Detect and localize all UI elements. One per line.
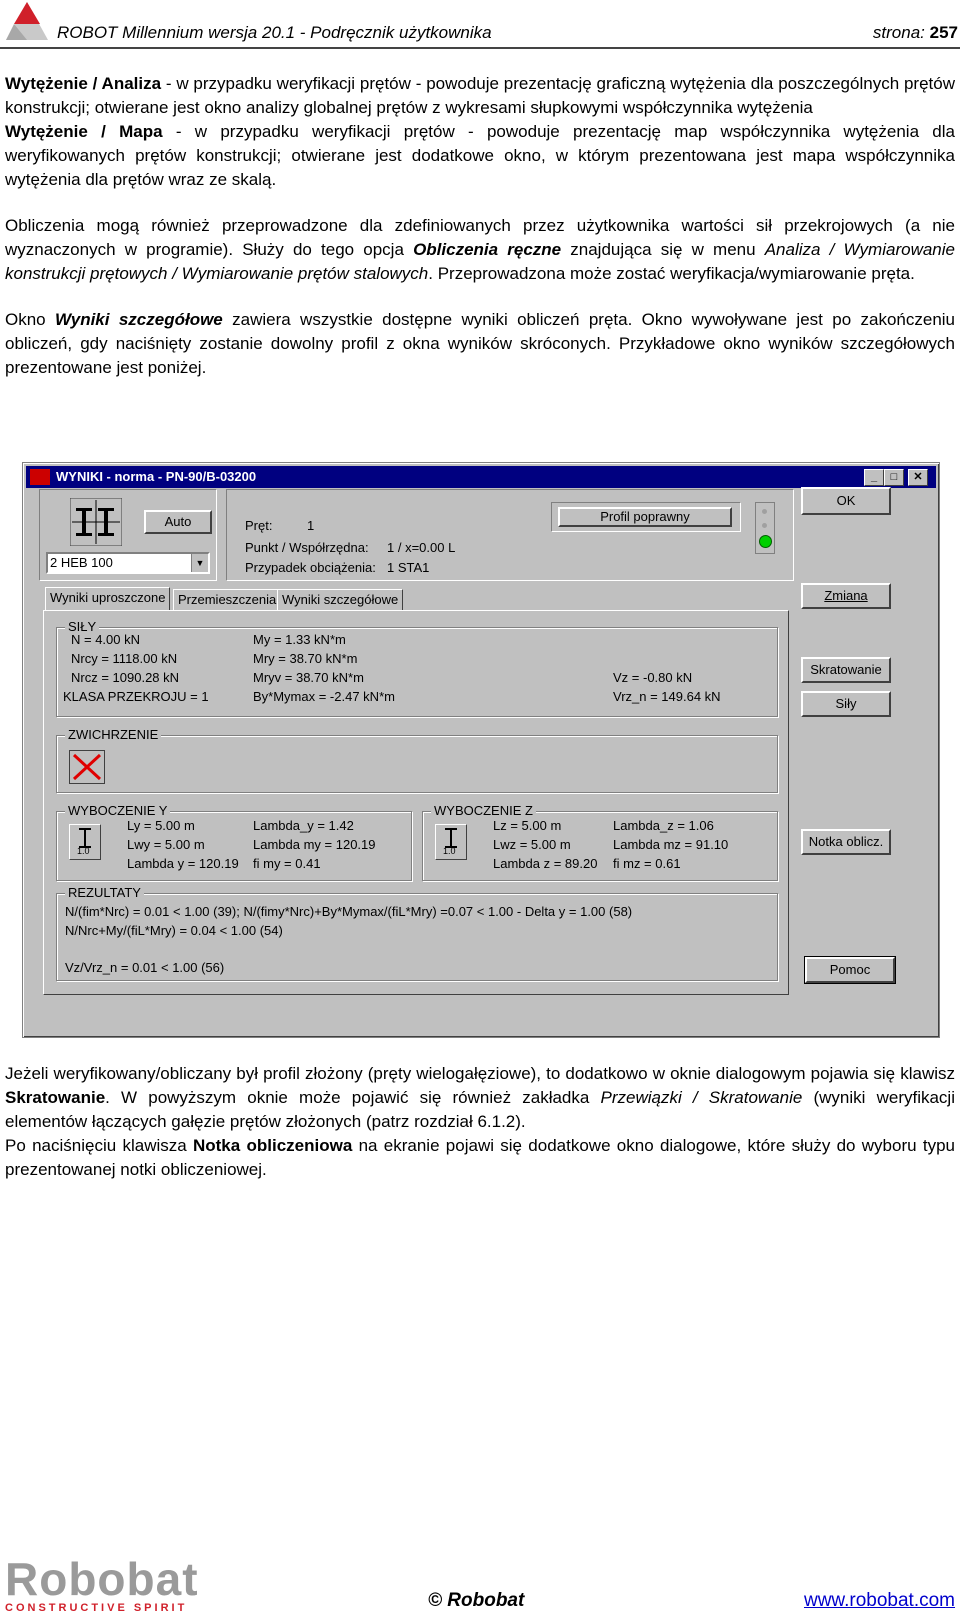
paragraph-analiza xyxy=(5,72,955,120)
profile-panel xyxy=(39,489,217,581)
light-green-icon xyxy=(759,535,772,548)
profil-poprawny-label: Profil poprawny xyxy=(558,507,732,527)
wyb-z-lambda: Lambda_z = 1.06 xyxy=(613,818,714,833)
window-titlebar[interactable] xyxy=(26,466,936,488)
logo-tagline: CONSTRUCTIVE SPIRIT xyxy=(5,1602,188,1614)
wyniki-window xyxy=(22,462,940,1038)
wyb-y-lambda: Lambda_y = 1.42 xyxy=(253,818,354,833)
wyb-z-fi-mz: fi mz = 0.61 xyxy=(613,856,681,871)
paragraph-analiza-text: - w przypadku weryfikacji prętów - powoduje prezentację graficzną wytężenia dla poszczególnych prętów konstrukcji; otwierane jest okno analizy globalnej prętów z wykresami słupkowymi współczynnika wytężenia xyxy=(5,74,955,117)
light-red-icon xyxy=(762,509,767,514)
term-notka: Notka obliczeniowa xyxy=(192,1136,353,1155)
sily-bymymax: By*Mymax = -2.47 kN*m xyxy=(253,689,395,704)
tab-wyniki-szczegolowe[interactable]: Wyniki szczegółowe xyxy=(277,589,403,611)
minimize-icon[interactable]: _ xyxy=(864,469,884,486)
window-title: WYNIKI - norma - PN-90/B-03200 xyxy=(56,469,257,484)
paragraph-obliczenia xyxy=(5,214,955,286)
p6-a: Po naciśnięciu klawisza xyxy=(5,1136,193,1155)
wyb-y-ly: Ly = 5.00 m xyxy=(127,818,195,833)
p3-a: Obliczenia mogą również przeprowadzone dla zdefiniowanych przez użytkownika wartości sił przekrojowych (a nie wyznaczonych w programie). Służy do tego opcja xyxy=(5,216,955,259)
term-analiza: Wytężenie / Analiza xyxy=(5,74,162,93)
sily-vrzn: Vrz_n = 149.64 kN xyxy=(613,689,721,704)
buckling-y-icon[interactable] xyxy=(69,824,101,860)
wyboczenie-y-title: WYBOCZENIE Y xyxy=(65,803,170,818)
term-mapa: Wytężenie / Mapa xyxy=(5,122,163,141)
p5-d: (wyniki weryfikacji elementów łączących gałęzie prętów złożonych (patrz rozdział 6.1.2). xyxy=(5,1088,955,1131)
p3-b: znajdująca się w menu xyxy=(561,240,765,259)
buckling-y-icon-text: 1.0 xyxy=(77,846,90,856)
disabled-cross-icon xyxy=(69,750,105,784)
paragraph-mapa-text: - w przypadku weryfikacji prętów - powoduje prezentację map współczynnika wytężenia dla weryfikowanych prętów konstrukcji; otwierane jest dodatkowe okno, w którym prezentowana jest mapa współczynnika wytężenia dla prętów wraz ze skalą. xyxy=(5,122,955,189)
profile-value: 2 HEB 100 xyxy=(50,555,113,570)
buckling-z-icon-text: 1.0 xyxy=(443,846,456,856)
punkt-label: Punkt / Współrzędna: xyxy=(245,540,369,555)
page-number: 257 xyxy=(929,23,958,42)
wyb-y-fi-my: fi my = 0.41 xyxy=(253,856,321,871)
rezultaty-line1: N/(fim*Nrc) = 0.01 < 1.00 (39); N/(fimy*Nrc)+By*Mymax/(fiL*Mry) =0.07 < 1.00 - Delta y = 1.00 (58) xyxy=(65,904,633,919)
sily-nrcy: Nrcy = 1118.00 kN xyxy=(71,651,178,666)
ok-button[interactable]: OK xyxy=(801,487,891,515)
paragraph-skratowanie xyxy=(5,1062,955,1134)
footer-copyright: © Robobat xyxy=(428,1590,525,1611)
zwichrzenie-group xyxy=(56,727,778,793)
menu-path: Analiza / Wymiarowanie konstrukcji prętowych / Wymiarowanie prętów stalowych xyxy=(5,240,955,283)
pomoc-button[interactable]: Pomoc xyxy=(805,957,895,983)
p5-a: Jeżeli weryfikowany/obliczany był profil złożony (pręty wielogałęziowe), to dodatkowo w oknie dialogowym pojawia się klawisz xyxy=(5,1064,955,1083)
robobat-logo xyxy=(5,1553,220,1614)
profil-status-box xyxy=(551,502,741,532)
wyb-z-lambda-small: Lambda z = 89.20 xyxy=(493,856,598,871)
rezultaty-line2: N/Nrc+My/(fiL*Mry) = 0.04 < 1.00 (54) xyxy=(65,923,283,938)
info-panel xyxy=(226,489,794,581)
paragraph-wyniki xyxy=(5,308,955,380)
outro-text xyxy=(5,1062,955,1182)
zmiana-button[interactable]: Zmiana xyxy=(801,583,891,609)
wyb-z-lwz: Lwz = 5.00 m xyxy=(493,837,571,852)
robot-logo-icon xyxy=(4,0,50,44)
wyb-z-lz: Lz = 5.00 m xyxy=(493,818,562,833)
tab-przemieszczenia[interactable]: Przemieszczenia xyxy=(173,589,281,611)
sily-klasa: KLASA PRZEKROJU = 1 xyxy=(63,689,209,704)
logo-text: Robobat xyxy=(5,1553,199,1605)
punkt-value: 1 / x=0.00 L xyxy=(387,540,456,555)
rezultaty-group xyxy=(56,885,778,981)
paragraph-mapa xyxy=(5,120,955,192)
sily-mry: Mry = 38.70 kN*m xyxy=(253,651,358,666)
przypadek-label: Przypadek obciążenia: xyxy=(245,560,376,575)
p3-c: . Przeprowadzona może zostać weryfikacja/wymiarowanie pręta. xyxy=(428,264,915,283)
status-lights xyxy=(755,502,775,554)
header-page xyxy=(873,23,958,43)
buckling-z-icon[interactable] xyxy=(435,824,467,860)
footer-link[interactable]: www.robobat.com xyxy=(803,1590,955,1611)
skratowanie-button[interactable]: Skratowanie xyxy=(801,657,891,683)
section-profile-icon[interactable] xyxy=(70,498,122,546)
wyb-y-lambda-small: Lambda y = 120.19 xyxy=(127,856,239,871)
paragraph-notka xyxy=(5,1134,955,1182)
sily-title: SIŁY xyxy=(65,619,99,634)
header-title: ROBOT Millennium wersja 20.1 - Podręcznik użytkownika xyxy=(57,23,492,42)
notka-button[interactable]: Notka oblicz. xyxy=(801,829,891,855)
p6-c: na ekranie pojawi się dodatkowe okno dialogowe, które służy do wyboru typu prezentowanej notki obliczeniowej. xyxy=(5,1136,955,1179)
intro-text xyxy=(5,72,955,380)
p5-c: . W powyższym oknie może pojawić się również zakładka xyxy=(105,1088,601,1107)
rezultaty-line3: Vz/Vrz_n = 0.01 < 1.00 (56) xyxy=(65,960,225,975)
chevron-down-icon[interactable]: ▼ xyxy=(191,554,208,572)
page-label: strona: xyxy=(872,23,925,42)
term-wyniki-szczegolowe: Wyniki szczegółowe xyxy=(55,310,223,329)
wyb-y-lambda-my: Lambda my = 120.19 xyxy=(253,837,376,852)
wyboczenie-y-group xyxy=(56,803,412,881)
rezultaty-title: REZULTATY xyxy=(65,885,144,900)
wyboczenie-z-group xyxy=(422,803,778,881)
pret-label: Pręt: xyxy=(245,518,273,533)
p4-b: zawiera wszystkie dostępne wyniki obliczeń pręta. Okno wywoływane jest po zakończeniu obliczeń, gdy naciśnięty zostanie dowolny profil z okna wyników skróconych. Przykładowe okno wyników szczegółowych prezentowane jest poniżej. xyxy=(5,310,956,377)
sily-group xyxy=(56,619,778,717)
profile-select[interactable] xyxy=(46,552,210,574)
auto-button[interactable]: Auto xyxy=(144,510,212,534)
term-obliczenia-reczne: Obliczenia ręczne xyxy=(413,240,562,259)
sily-my: My = 1.33 kN*m xyxy=(253,632,346,647)
light-yellow-icon xyxy=(762,523,767,528)
header-rule xyxy=(0,47,960,49)
close-icon[interactable]: ✕ xyxy=(908,469,928,486)
wyb-y-lwy: Lwy = 5.00 m xyxy=(127,837,205,852)
page-header xyxy=(0,0,960,52)
tab-content xyxy=(43,610,789,995)
sily-button[interactable]: Siły xyxy=(801,691,891,717)
sily-mryv: Mryv = 38.70 kN*m xyxy=(253,670,364,685)
zwichrzenie-title: ZWICHRZENIE xyxy=(65,727,161,742)
pret-value: 1 xyxy=(307,518,315,533)
p4-a: Okno xyxy=(5,310,55,329)
app-icon xyxy=(30,469,50,485)
term-skratowanie: Skratowanie xyxy=(5,1088,106,1107)
sily-n: N = 4.00 kN xyxy=(71,632,141,647)
wyboczenie-z-title: WYBOCZENIE Z xyxy=(431,803,536,818)
przypadek-value: 1 STA1 xyxy=(387,560,430,575)
sily-vz: Vz = -0.80 kN xyxy=(613,670,693,685)
tab-wyniki-uproszczone[interactable]: Wyniki uproszczone xyxy=(45,587,170,611)
term-przewiazki: Przewiązki / Skratowanie xyxy=(600,1088,803,1107)
sily-nrcz: Nrcz = 1090.28 kN xyxy=(71,670,180,685)
maximize-icon[interactable]: □ xyxy=(884,469,904,486)
wyb-z-lambda-mz: Lambda mz = 91.10 xyxy=(613,837,729,852)
